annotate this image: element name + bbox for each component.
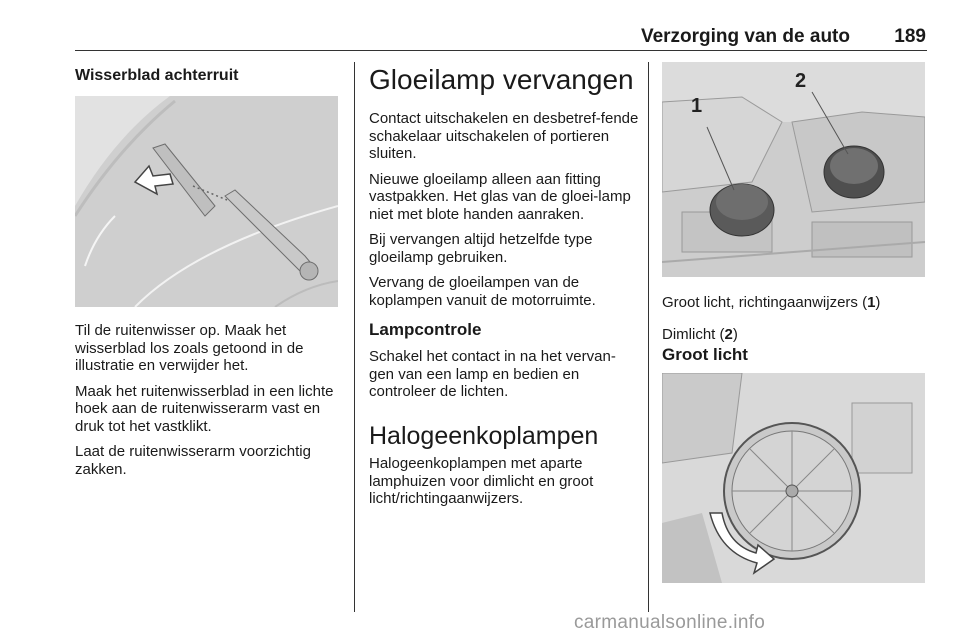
subheading-groot-licht: Groot licht [662, 345, 748, 364]
section-heading-halogeen: Halogeenkoplampen [369, 422, 599, 450]
paragraph-halogeen: Halogeenkoplampen met aparte lamphuizen voor dimlicht en groot licht/richtingaanwijzers. [369, 455, 594, 507]
middle-body [369, 110, 639, 309]
callout-number: 1 [691, 95, 703, 117]
paragraph-lampcontrole: Schakel het contact in na het vervan-gen van een lamp en bedien en controleer de lichten. [369, 348, 616, 400]
page-number: 189 [894, 26, 926, 47]
left-body [75, 322, 345, 478]
watermark: carmanualsonline.info [574, 612, 766, 633]
column-divider-left [354, 62, 355, 612]
paragraph: Vervang de gloeilampen van de koplampen vanuit de motorruimte. [369, 274, 596, 309]
paragraph: Laat de ruitenwisserarm voorzichtig zakken. [75, 443, 311, 478]
figure-high-beam-cap [662, 373, 925, 583]
paragraph: Maak het ruitenwisserblad in een lichte hoek aan de ruitenwisserarm vast en druk tot het vastklikt. [75, 382, 334, 435]
paragraph: Til de ruitenwisser op. Maak het wisserblad los zoals getoond in de illustratie en verwijder het. [75, 322, 304, 374]
subheading-lampcontrole: Lampcontrole [369, 320, 482, 339]
paragraph: Contact uitschakelen en desbetref-fende schakelaar uitschakelen of portieren sluiten. [369, 110, 639, 162]
caption-groot-licht: Groot licht, richtingaanwijzers (1) [662, 294, 881, 311]
callout-number: 2 [795, 70, 807, 92]
paragraph: Bij vervangen altijd hetzelfde type gloeilamp gebruiken. [369, 231, 593, 266]
paragraph: Nieuwe gloeilamp alleen aan fitting vastpakken. Het glas van de gloei-lamp niet met blote handen aanraken. [369, 170, 631, 223]
running-title: Verzorging van de auto [640, 26, 850, 47]
section-heading-gloeilamp: Gloeilamp vervangen [369, 64, 634, 95]
header-rule [75, 50, 927, 51]
column-divider-right [648, 62, 649, 612]
caption-dimlicht: Dimlicht (2) [662, 326, 738, 343]
figure-rear-wiper [75, 96, 338, 307]
left-section-title: Wisserblad achterruit [75, 67, 239, 84]
